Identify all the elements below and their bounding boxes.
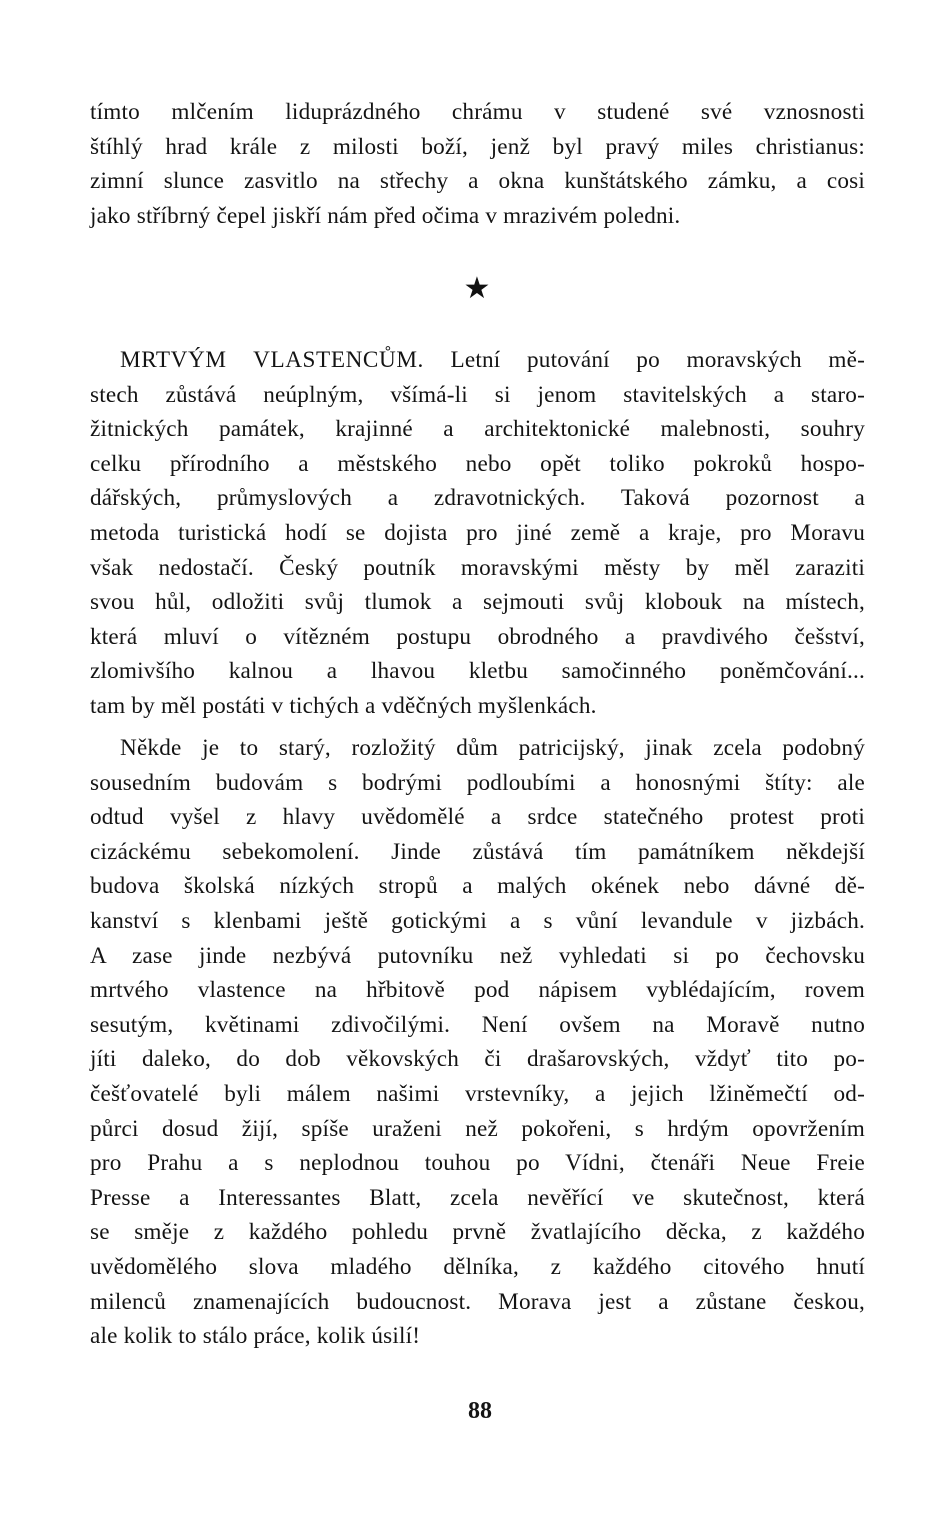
text-line: stech zůstává neúplným, všímá-li si jenom stavitelských a staro- bbox=[90, 381, 865, 408]
text-line: však nedostačí. Český poutník moravskými městy by měl zaraziti bbox=[90, 554, 865, 581]
text-line: mrtvého vlastence na hřbitově pod nápisem vyblédajícím, rovem bbox=[90, 977, 865, 1004]
text-line: tam by měl postáti v tichých a vděčných myšlenkách. bbox=[90, 692, 597, 719]
text-line: ale kolik to stálo práce, kolik úsilí! bbox=[90, 1323, 421, 1350]
text-line bbox=[90, 343, 865, 378]
text-line: uvědomělého slova mladého dělníka, z každého citového hnutí bbox=[90, 1253, 865, 1280]
text-line: půrci dosud žijí, spíše uraženi než pokořeni, s hrdým opovržením bbox=[90, 1115, 865, 1142]
page-number: 88 bbox=[468, 1398, 492, 1424]
text-line: žitnických památek, krajinné a architektonické malebnosti, souhry bbox=[90, 416, 865, 443]
star-separator-icon: ★ bbox=[463, 271, 491, 306]
text-line: štíhlý hrad krále z milosti boží, jenž byl pravý miles christianus: bbox=[90, 133, 865, 160]
text-line: se směje z každého pohledu prvně žvatlajícího děcka, z každého bbox=[90, 1219, 865, 1246]
section-paragraph bbox=[90, 343, 865, 724]
text-line: jíti daleko, do dob věkovských či drašarovských, vždyť tito po- bbox=[90, 1046, 865, 1073]
text-line: celku přírodního a městského nebo opět toliko pokroků hospo- bbox=[90, 450, 865, 477]
text-line: svou hůl, odložiti svůj tlumok a sejmouti svůj klobouk na místech, bbox=[90, 589, 865, 616]
text-line: kanství s klenbami ještě gotickými a s vůní levandule v jizbách. bbox=[90, 907, 865, 934]
text-line: češťovatelé byli málem našimi vrstevníky, a jejich lžiněmečtí od- bbox=[90, 1080, 865, 1107]
text-line: která mluví o vítězném postupu obrodného a pravdivého češství, bbox=[90, 623, 865, 650]
text-line: sesutým, květinami zdivočilými. Není ovšem na Moravě nutno bbox=[90, 1011, 865, 1038]
paragraph bbox=[90, 731, 865, 1354]
text-line: Presse a Interessantes Blatt, zcela nevěřící ve skutečnost, která bbox=[90, 1184, 865, 1211]
text-line: budova školská nízkých stropů a malých okének nebo dávné dě- bbox=[90, 873, 865, 900]
text-line: milenců znamenajících budoucnost. Morava jest a zůstane českou, bbox=[90, 1288, 865, 1315]
section-heading: MRTVÝM VLASTENCŮM. bbox=[120, 347, 424, 373]
text-line: jako stříbrný čepel jiskří nám před očima v mrazivém poledni. bbox=[90, 202, 681, 229]
intro-paragraph bbox=[90, 95, 865, 233]
text-line: zimní slunce zasvitlo na střechy a okna kunštátského zámku, a cosi bbox=[90, 168, 865, 195]
text-line: sousedním budovám s bodrými podloubími a honosnými štíty: ale bbox=[90, 769, 865, 796]
text-line: odtud vyšel z hlavy uvědomělé a srdce statečného protest proti bbox=[90, 804, 865, 831]
text-line: A zase jinde nezbývá putovníku než vyhledati si po čechovsku bbox=[90, 942, 865, 969]
text-line: metoda turistická hodí se dojista pro jiné země a kraje, pro Moravu bbox=[90, 519, 865, 546]
text-line: pro Prahu a s neplodnou touhou po Vídni, čtenáři Neue Freie bbox=[90, 1150, 865, 1177]
text-line: cizáckému sebekomolení. Jinde zůstává tím památníkem někdejší bbox=[90, 838, 865, 865]
text-line: zlomivšího kalnou a lhavou kletbu samočinného poněmčování... bbox=[90, 658, 865, 685]
text-line: Někde je to starý, rozložitý dům patricijský, jinak zcela podobný bbox=[120, 735, 865, 761]
text-line: dářských, průmyslových a zdravotnických. Taková pozornost a bbox=[90, 485, 865, 512]
text-line: tímto mlčením liduprázdného chrámu v studené své vznosnosti bbox=[90, 99, 865, 125]
heading-line-rest: Letní putování po moravských mě- bbox=[423, 347, 865, 373]
